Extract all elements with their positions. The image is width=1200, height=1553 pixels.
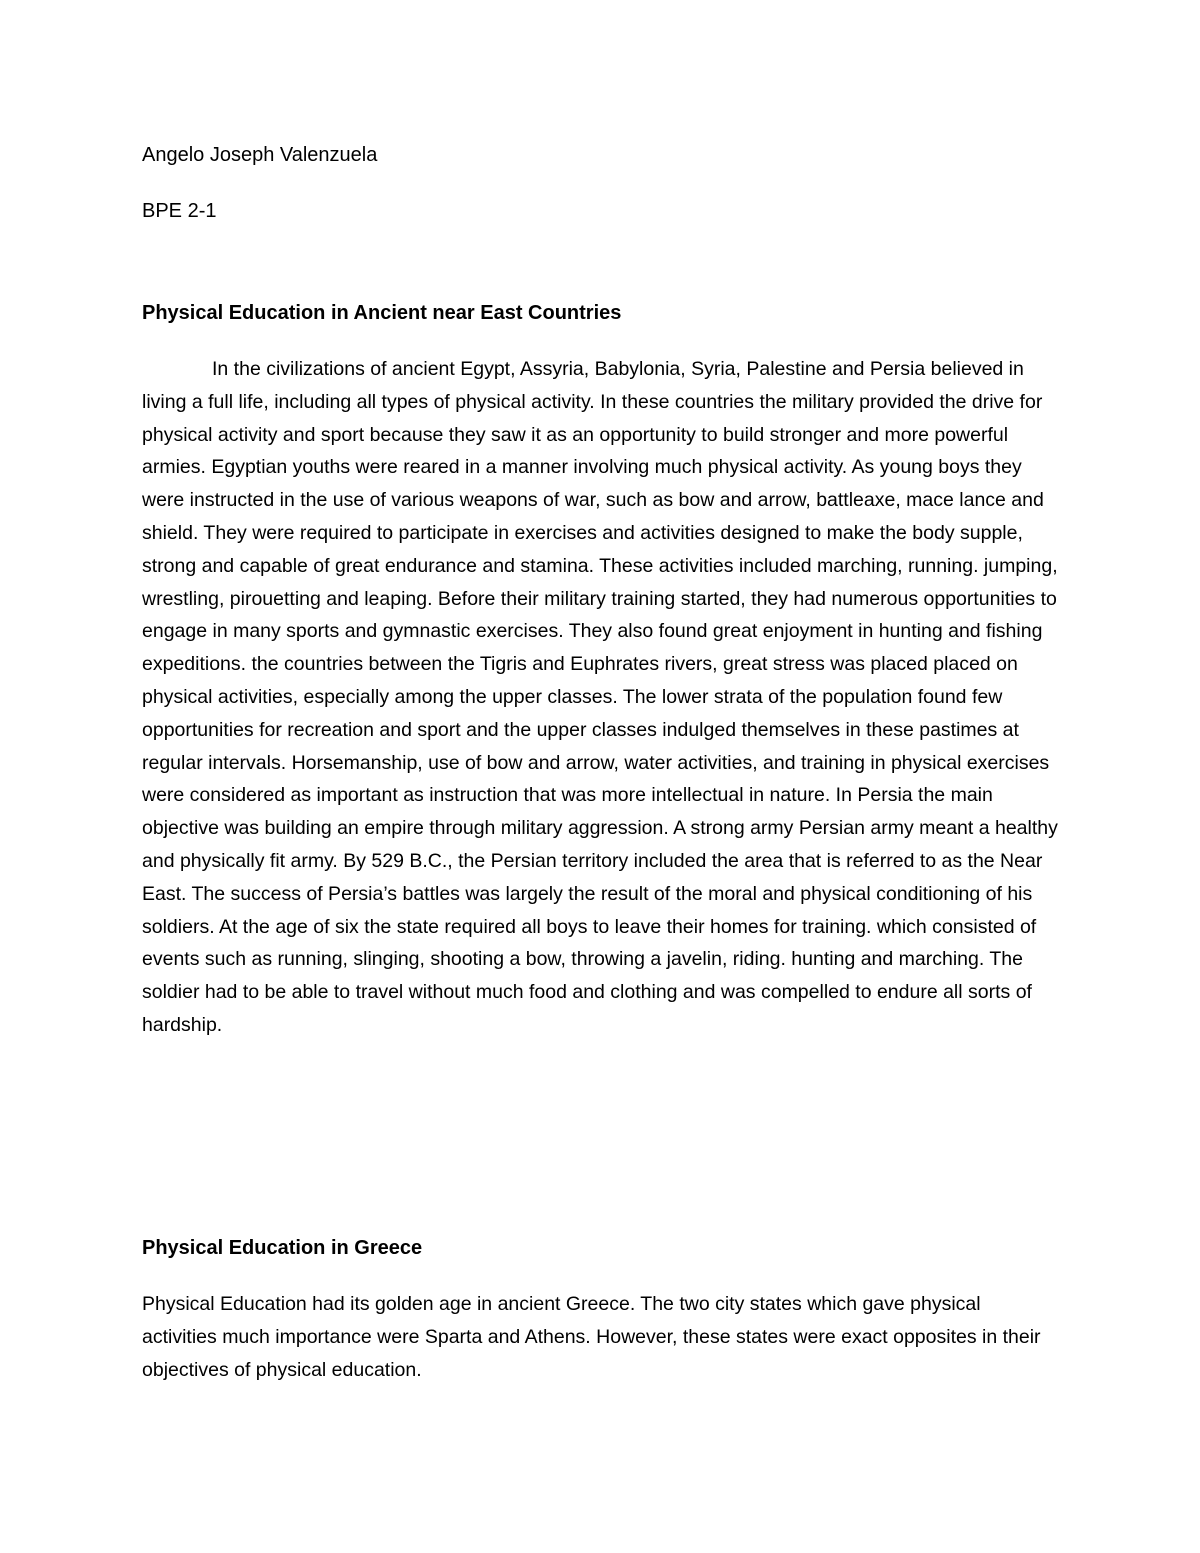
section-paragraph-greece: Physical Education had its golden age in ancient Greece. The two city states which gave physical activities much importance were Sparta and Athens. However, these states were exact opposites in their objectives of physical education. (142, 1293, 1041, 1381)
author-name: Angelo Joseph Valenzuela (142, 144, 378, 166)
section-paragraph-near-east: In the civilizations of ancient Egypt, Assyria, Babylonia, Syria, Palestine and Persia believed in living a full life, including all types of physical activity. In these countries the military provided the drive for physical activity and sport because they saw it as an opportunity to build stronger and more powerful armies. Egyptian youths were reared in a manner involving much physical activity. As young boys they were instructed in the use of various weapons of war, such as bow and arrow, battleaxe, mace lance and shield. They were required to participate in exercises and activities designed to make the body supple, strong and capable of great endurance and stamina. These activities included marching, running. jumping, wrestling, pirouetting and leaping. Before their military training started, they had numerous opportunities to engage in many sports and gymnastic exercises. They also found great enjoyment in hunting and fishing expeditions. the countries between the Tigris and Euphrates rivers, great stress was placed placed on physical activities, especially among the upper classes. The lower strata of the population found few opportunities for recreation and sport and the upper classes indulged themselves in these pastimes at regular intervals. Horsemanship, use of bow and arrow, water activities, and training in physical exercises were considered as important as instruction that was more intellectual in nature. In Persia the main objective was building an empire through military aggression. A strong army Persian army meant a healthy and physically fit army. By 529 B.C., the Persian territory included the area that is referred to as the Near East. The success of Persia’s battles was largely the result of the moral and physical conditioning of his soldiers. At the age of six the state required all boys to leave their homes for training. which consisted of events such as running, slinging, shooting a bow, throwing a javelin, riding. hunting and marching. The soldier had to be able to travel without much food and clothing and was compelled to endure all sorts of hardship. (142, 358, 1058, 1036)
section-heading-greece: Physical Education in Greece (142, 1237, 423, 1259)
section-heading-near-east: Physical Education in Ancient near East Countries (142, 302, 622, 324)
course-section: BPE 2-1 (142, 200, 217, 222)
